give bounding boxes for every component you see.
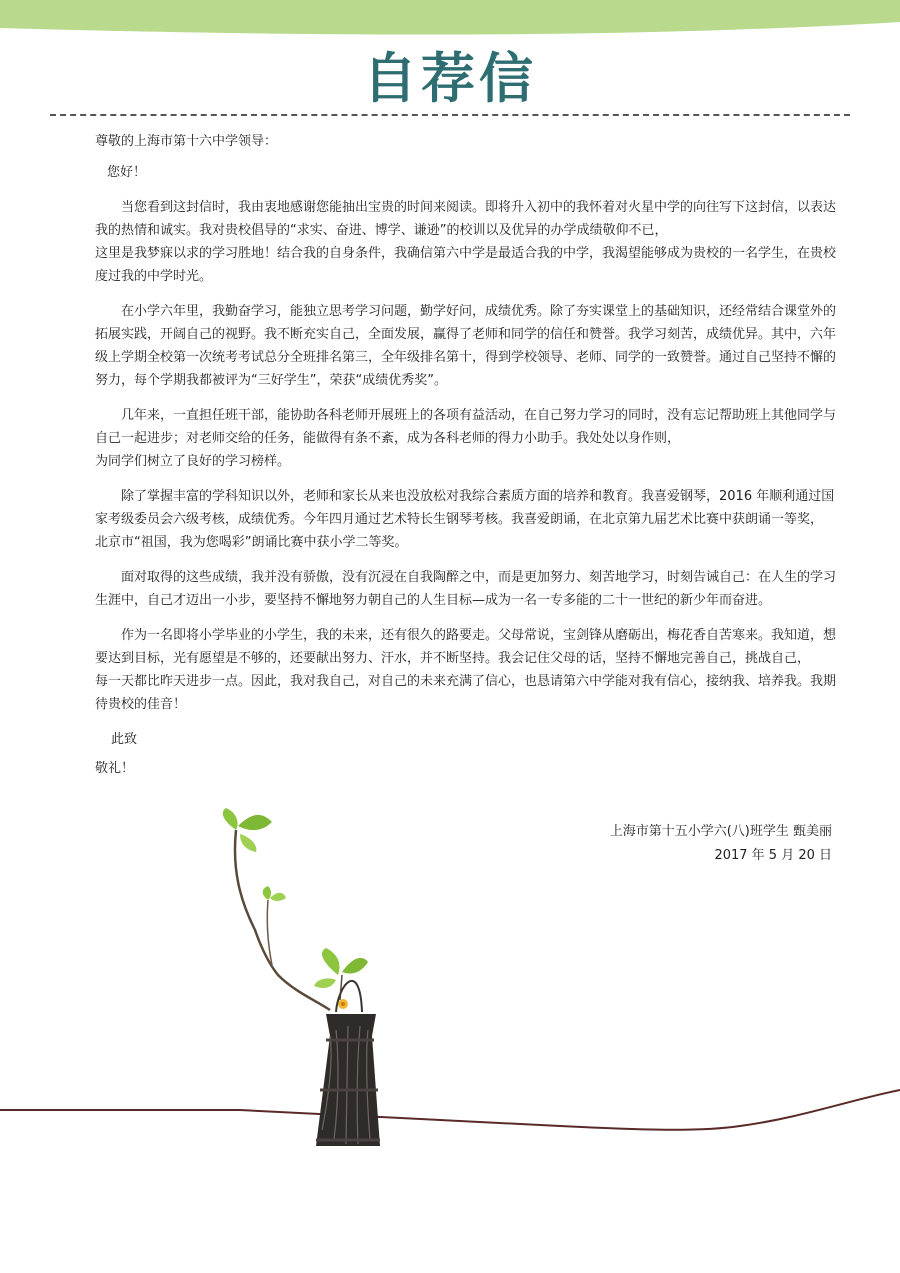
paragraph-text: 这里是我梦寐以求的学习胜地！结合我的自身条件，我确信第六中学是最适合我的中学，我渴望能够成为贵校的一名学生，在贵校度过我的中学时光。 (95, 246, 837, 284)
paragraph (95, 404, 840, 473)
paragraph-text: 每一天都比昨天进步一点。因此，我对我自己，对自己的未来充满了信心，也恳请第六中学能对我有信心，接纳我、培养我。我期待贵校的佳音！ (95, 674, 837, 712)
date: 2017 年 5 月 20 日 (714, 848, 832, 863)
paragraph (95, 566, 840, 612)
paragraph-text: 几年来，一直担任班干部，能协助各科老师开展班上的各项有益活动，在自己努力学习的同时，没有忘记帮助班上其他同学与自己一起进步；对老师交给的任务，能做得有条不紊，成为各科老师的得力小助手。我处处以身作则， (95, 408, 837, 446)
ground-line (0, 1090, 900, 1130)
paragraph (95, 196, 840, 288)
letter-body (95, 130, 840, 780)
greeting: 您好！ (107, 165, 147, 180)
paragraph (95, 485, 840, 554)
bamboo-vase-illustration (316, 981, 380, 1146)
dashed-divider (50, 114, 850, 116)
salutation: 尊敬的上海市第十六中学领导： (95, 134, 278, 149)
top-green-band (0, 0, 900, 40)
paragraph-text: 面对取得的这些成绩，我并没有骄傲，没有沉浸在自我陶醉之中，而是更加努力、刻苦地学习，时刻告诫自己：在人生的学习生涯中，自己才迈出一小步，要坚持不懈地努力朝自己的人生目标—成为一名一专多能的二十一世纪的新少年而奋进。 (95, 570, 837, 608)
paragraph-text: 为同学们树立了良好的学习榜样。 (95, 454, 291, 469)
page-title: 自荐信 (363, 47, 537, 110)
paragraph-text: 北京市“祖国，我为您喝彩”朗诵比赛中获小学二等奖。 (95, 535, 408, 550)
paragraph (95, 300, 840, 392)
paragraph (95, 624, 840, 716)
paragraph-text: 除了掌握丰富的学科知识以外，老师和家长从来也没放松对我综合素质方面的培养和教育。我喜爱钢琴，2016 年顺利通过国家考级委员会六级考核，成绩优秀。今年四月通过艺术特长生钢琴考核。我喜爱朗诵，在北京第九届艺术比赛中获朗诵一等奖， (95, 489, 835, 527)
closing-jingli: 敬礼！ (95, 761, 135, 776)
flower-icon (314, 948, 368, 1009)
signature: 上海市第十五小学六(八)班学生 甄美丽 (609, 824, 832, 839)
closing-cizhi: 此致 (111, 732, 138, 747)
paragraph-text: 当您看到这封信时，我由衷地感谢您能抽出宝贵的时间来阅读。即将升入初中的我怀着对火星中学的向往写下这封信，以表达我的热情和诚实。我对贵校倡导的“求实、奋进、博学、谦逊”的校训以及优异的办学成绩敬仰不已， (95, 200, 837, 238)
plant-branch-illustration (223, 808, 330, 1010)
paragraph-text: 在小学六年里，我勤奋学习，能独立思考学习问题，勤学好问，成绩优秀。除了夯实课堂上的基础知识，还经常结合课堂外的拓展实践，开阔自己的视野。我不断充实自己，全面发展，赢得了老师和同学的信任和赞誉。我学习刻苦，成绩优异。其中，六年级上学期全校第一次统考考试总分全班排名第三，全年级排名第十，得到学校领导、老师、同学的一致赞誉。通过自己坚持不懈的努力，每个学期我都被评为“三好学生”，荣获“成绩优秀奖”。 (95, 304, 837, 388)
decoration-illustration (0, 800, 900, 1160)
paragraph-text: 作为一名即将小学毕业的小学生，我的未来，还有很久的路要走。父母常说，宝剑锋从磨砺出，梅花香自苦寒来。我知道，想要达到目标，光有愿望是不够的，还要献出努力、汗水，并不断坚持。我会记住父母的话，坚持不懈地完善自己，挑战自己， (95, 628, 837, 666)
